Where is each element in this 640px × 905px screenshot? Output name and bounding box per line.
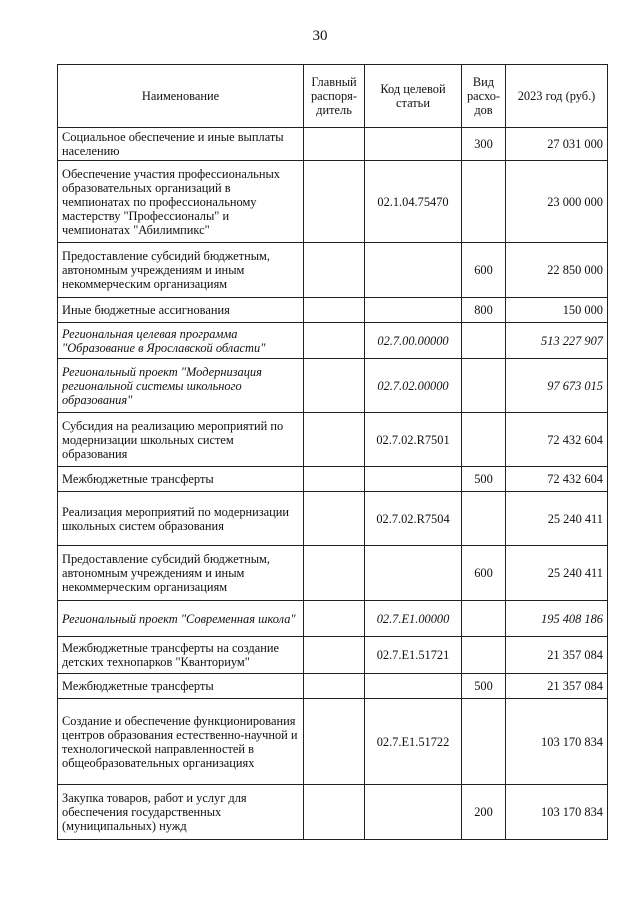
cell-code: [365, 243, 462, 298]
cell-code: [365, 674, 462, 699]
cell-kind: [462, 699, 506, 785]
cell-name: Иные бюджетные ассигнования: [58, 298, 304, 323]
budget-table: [57, 64, 608, 840]
table-header-row: [58, 65, 608, 128]
cell-name: Региональная целевая программа "Образование в Ярославской области": [58, 323, 304, 359]
cell-name: Обеспечение участия профессиональных образовательных организаций в чемпионатах по профессиональному мастерству "Профессионалы" и чемпионатах "Абилимпикс": [58, 161, 304, 243]
cell-admin: [304, 785, 365, 840]
cell-sum: 22 850 000: [506, 243, 608, 298]
cell-admin: [304, 699, 365, 785]
table-row: [58, 161, 608, 243]
header-kind: Вид расхо-дов: [462, 65, 506, 128]
table-row: [58, 492, 608, 546]
table-row: [58, 243, 608, 298]
header-code: Код целевой статьи: [365, 65, 462, 128]
cell-sum: 21 357 084: [506, 674, 608, 699]
cell-admin: [304, 413, 365, 467]
cell-sum: 97 673 015: [506, 359, 608, 413]
cell-kind: [462, 323, 506, 359]
table-row: [58, 128, 608, 161]
cell-kind: 800: [462, 298, 506, 323]
cell-admin: [304, 298, 365, 323]
cell-code: [365, 785, 462, 840]
cell-kind: 600: [462, 546, 506, 601]
cell-admin: [304, 323, 365, 359]
cell-kind: [462, 601, 506, 637]
table-row: [58, 467, 608, 492]
cell-kind: [462, 161, 506, 243]
cell-admin: [304, 674, 365, 699]
cell-name: Региональный проект "Современная школа": [58, 601, 304, 637]
cell-sum: 23 000 000: [506, 161, 608, 243]
cell-name: Межбюджетные трансферты на создание детских технопарков "Кванториум": [58, 637, 304, 674]
cell-admin: [304, 161, 365, 243]
cell-kind: 600: [462, 243, 506, 298]
cell-name: Региональный проект "Модернизация региональной системы школьного образования": [58, 359, 304, 413]
cell-name: Предоставление субсидий бюджетным, автономным учреждениям и иным некоммерческим организациям: [58, 546, 304, 601]
table-row: [58, 323, 608, 359]
cell-code: [365, 467, 462, 492]
cell-code: 02.7.E1.00000: [365, 601, 462, 637]
cell-kind: [462, 413, 506, 467]
cell-name: Создание и обеспечение функционирования центров образования естественно-научной и технологической направленностей в общеобразовательных организациях: [58, 699, 304, 785]
table-row: [58, 359, 608, 413]
cell-name: Реализация мероприятий по модернизации школьных систем образования: [58, 492, 304, 546]
table-body: [58, 128, 608, 840]
cell-name: Закупка товаров, работ и услуг для обеспечения государственных (муниципальных) нужд: [58, 785, 304, 840]
cell-sum: 103 170 834: [506, 785, 608, 840]
table-row: [58, 785, 608, 840]
header-admin: Главный распоря-дитель: [304, 65, 365, 128]
cell-sum: 27 031 000: [506, 128, 608, 161]
table-row: [58, 413, 608, 467]
cell-code: 02.7.E1.51722: [365, 699, 462, 785]
cell-sum: 195 408 186: [506, 601, 608, 637]
table-row: [58, 546, 608, 601]
cell-kind: [462, 359, 506, 413]
cell-code: 02.7.E1.51721: [365, 637, 462, 674]
cell-name: Предоставление субсидий бюджетным, автономным учреждениям и иным некоммерческим организациям: [58, 243, 304, 298]
cell-kind: [462, 492, 506, 546]
cell-kind: 300: [462, 128, 506, 161]
cell-name: Межбюджетные трансферты: [58, 467, 304, 492]
cell-code: 02.7.02.00000: [365, 359, 462, 413]
table-row: [58, 298, 608, 323]
cell-name: Межбюджетные трансферты: [58, 674, 304, 699]
cell-admin: [304, 467, 365, 492]
cell-name: Субсидия на реализацию мероприятий по модернизации школьных систем образования: [58, 413, 304, 467]
cell-sum: 103 170 834: [506, 699, 608, 785]
table-row: [58, 674, 608, 699]
cell-admin: [304, 601, 365, 637]
table-row: [58, 637, 608, 674]
cell-code: [365, 128, 462, 161]
cell-admin: [304, 128, 365, 161]
cell-kind: 200: [462, 785, 506, 840]
table-row: [58, 699, 608, 785]
page-number: 30: [312, 28, 328, 44]
cell-sum: 150 000: [506, 298, 608, 323]
cell-code: 02.7.02.R7504: [365, 492, 462, 546]
cell-admin: [304, 637, 365, 674]
cell-sum: 72 432 604: [506, 467, 608, 492]
cell-admin: [304, 492, 365, 546]
table-row: [58, 601, 608, 637]
cell-sum: 25 240 411: [506, 492, 608, 546]
cell-code: 02.7.02.R7501: [365, 413, 462, 467]
cell-admin: [304, 546, 365, 601]
cell-sum: 513 227 907: [506, 323, 608, 359]
cell-admin: [304, 359, 365, 413]
cell-code: 02.7.00.00000: [365, 323, 462, 359]
cell-code: [365, 546, 462, 601]
cell-code: 02.1.04.75470: [365, 161, 462, 243]
cell-kind: 500: [462, 467, 506, 492]
cell-sum: 25 240 411: [506, 546, 608, 601]
header-name: Наименование: [58, 65, 304, 128]
cell-code: [365, 298, 462, 323]
cell-kind: [462, 637, 506, 674]
cell-kind: 500: [462, 674, 506, 699]
cell-sum: 72 432 604: [506, 413, 608, 467]
header-sum: 2023 год (руб.): [506, 65, 608, 128]
cell-sum: 21 357 084: [506, 637, 608, 674]
cell-admin: [304, 243, 365, 298]
cell-name: Социальное обеспечение и иные выплаты населению: [58, 128, 304, 161]
